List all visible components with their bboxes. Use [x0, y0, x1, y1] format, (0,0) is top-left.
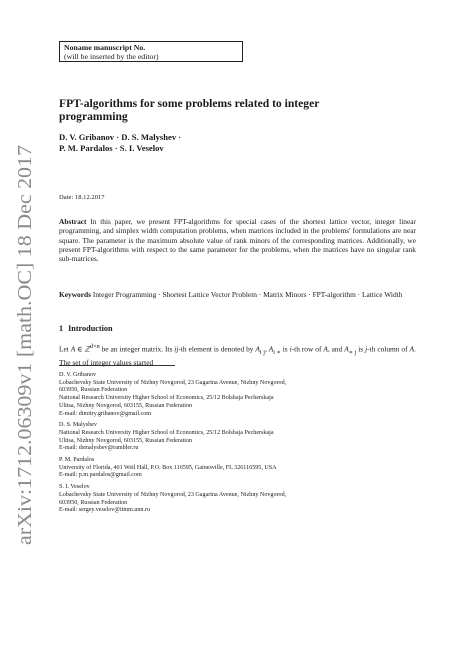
math-expr: ij	[174, 344, 179, 354]
section-heading	[59, 324, 113, 333]
math-expr: i	[289, 344, 292, 354]
affiliation-line: University of Florida, 401 Weil Hall, P.O. Box 116595, Gainesville, FL 326116595, USA	[59, 464, 277, 471]
affiliation-block	[59, 457, 429, 480]
affiliation-line: Ulitsa, Nizhny Novgorod, 603155, Russian Federation	[59, 437, 193, 444]
affiliation-line: Lobachevsky State University of Nizhny Novgorod, 23 Gagarina Avenue, Nizhny Novgorod,	[59, 379, 287, 386]
affiliation-line: Ulitsa, Nizhny Novgorod, 603155, Russian Federation	[59, 402, 193, 409]
intro-text: -th element is denoted by	[178, 344, 254, 354]
date-line: Date: 18.12.2017	[59, 194, 105, 201]
author-line: P. M. Pardalos · S. I. Veselov	[59, 143, 164, 153]
author-line: D. V. Gribanov · D. S. Malyshev ·	[59, 132, 182, 142]
intro-text: , and	[327, 344, 343, 354]
section-title: Introduction	[68, 324, 113, 333]
affiliation-block	[59, 484, 429, 515]
math-expr: A	[268, 344, 274, 354]
affiliation-line: National Research University Higher School of Economics, 25/12 Bolshaja Pecherskaja	[59, 395, 274, 402]
affiliation-line: P. M. Pardalos	[59, 457, 95, 464]
affiliations	[59, 372, 429, 519]
manuscript-note: (will be inserted by the editor)	[64, 51, 159, 61]
affiliation-line: 603950, Russian Federation	[59, 499, 128, 506]
math-expr: A ∈ ℤ	[70, 344, 91, 354]
affiliation-line: E-mail: dimitry.gribanov@gmail.com	[59, 410, 152, 417]
affiliation-line: National Research University Higher School of Economics, 25/12 Bolshaja Pecherskaja	[59, 429, 274, 436]
affiliation-line: E-mail: p.m.pardalos@gmail.com	[59, 472, 142, 479]
intro-text: be an integer matrix. Its	[101, 344, 173, 354]
math-sub: ∗ j	[348, 349, 357, 356]
manuscript-title: Noname manuscript No.	[64, 43, 146, 52]
author-list	[59, 132, 359, 154]
abstract	[59, 217, 416, 263]
footnote-rule	[59, 365, 175, 366]
math-expr: A	[409, 344, 415, 354]
title-line: FPT-algorithms for some problems related to integer	[59, 97, 320, 110]
arxiv-stamp	[2, 140, 42, 550]
arxiv-id: arXiv:1712.06309v1 [math.OC] 18 Dec 2017	[14, 171, 36, 545]
math-expr: A	[344, 344, 349, 354]
math-expr: A	[323, 344, 328, 354]
affiliation-line: E-mail: sergey.veselov@itmm.unn.ru	[59, 507, 151, 514]
intro-text: -th column of	[367, 344, 408, 354]
keywords	[59, 290, 416, 299]
intro-text: Let	[59, 344, 69, 354]
math-expr: A	[255, 344, 260, 354]
section-number: 1	[59, 324, 64, 333]
paper-title	[59, 97, 359, 124]
intro-paragraph	[59, 343, 416, 368]
manuscript-box	[59, 41, 243, 62]
intro-text: is	[358, 344, 364, 354]
abstract-text: In this paper, we present FPT-algorithms for special cases of the shortest lattice vector, integer linear programming, and simplex width computation problems, when matrices included in the problems' formulations are near square. The parameter is the maximum absolute value of rank minors of the corresponding matrices. Additionally, we present FPT-algorithms with respect to the same parameter for the problems, when the matrices have no singular rank sub-matrices.	[59, 217, 416, 264]
affiliation-line: S. I. Veselov	[59, 484, 90, 491]
intro-text: ,	[264, 344, 267, 354]
affiliation-line: D. S. Malyshev	[59, 422, 97, 429]
affiliation-line: E-mail: dsmalyshev@rambler.ru	[59, 445, 139, 452]
abstract-label: Abstract	[59, 217, 87, 226]
affiliation-line: Lobachevsky State University of Nizhny Novgorod, 23 Gagarina Avenue, Nizhny Novgorod,	[59, 491, 287, 498]
affiliation-line: 603950, Russian Federation	[59, 387, 128, 394]
affiliation-block	[59, 372, 429, 418]
math-sub: i ∗	[273, 349, 281, 356]
math-sup: d×n	[90, 344, 100, 350]
keywords-text: Integer Programming · Shortest Lattice Vector Problem · Matrix Minors · FPT-algorithm · Lattice Width	[92, 290, 403, 299]
intro-text: . The set of integer values started	[59, 344, 416, 368]
affiliation-block	[59, 422, 429, 453]
intro-text: is	[282, 344, 288, 354]
intro-text: -th row of	[291, 344, 322, 354]
keywords-label: Keywords	[59, 290, 92, 299]
math-sub: i j	[259, 349, 265, 356]
title-line: programming	[59, 110, 128, 124]
affiliation-line: D. V. Gribanov	[59, 372, 97, 378]
math-expr: j	[365, 344, 368, 354]
